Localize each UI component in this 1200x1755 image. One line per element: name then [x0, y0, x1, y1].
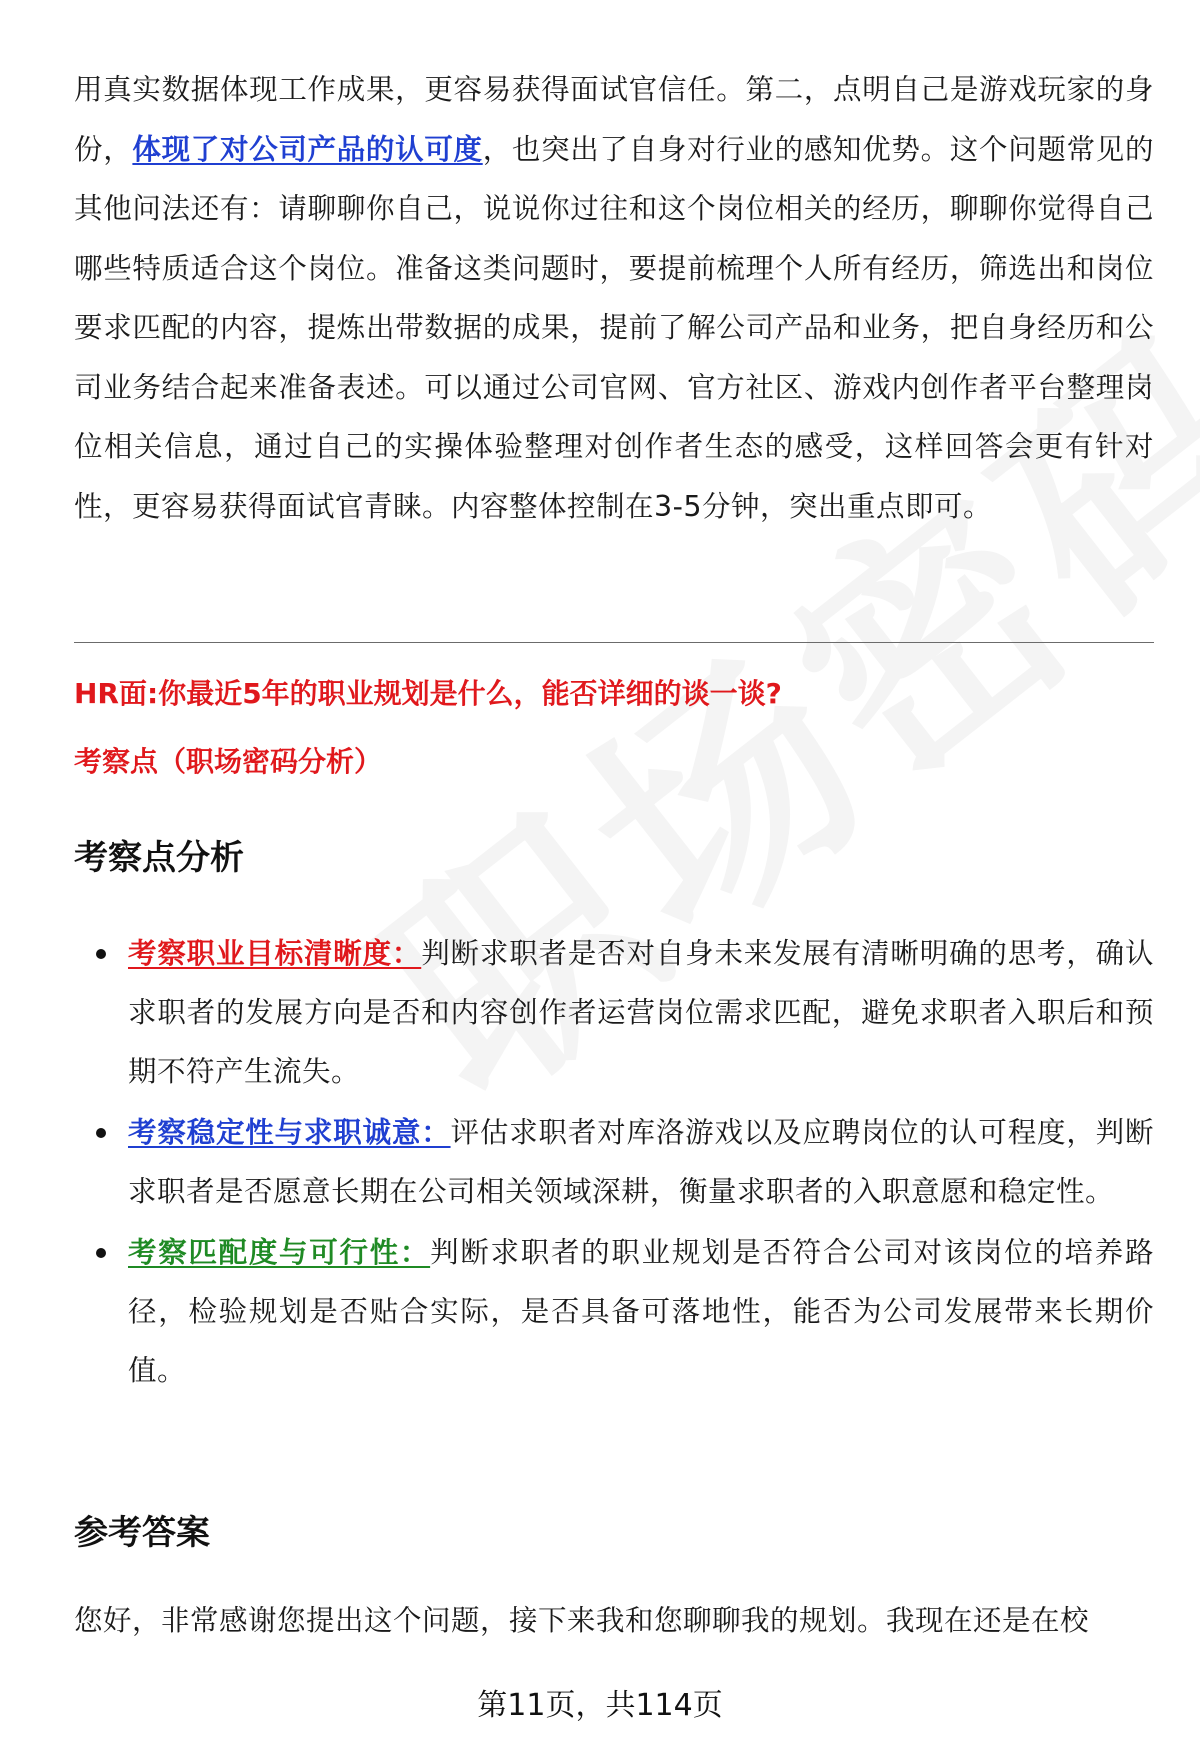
- intro-text-before: 用真实数据体现工作成果，更容易获得面试官信任。第二，点明自己是游戏玩家的身份，: [74, 73, 1154, 166]
- answer-heading: 参考答案: [74, 1513, 210, 1553]
- bullet-keyword: 考察职业目标清晰度：: [128, 937, 422, 970]
- analysis-heading: 考察点分析: [74, 838, 244, 878]
- intro-highlight: 体现了对公司产品的认可度: [132, 132, 483, 166]
- bullet-dot: [96, 1128, 106, 1138]
- question-subtitle: 考察点（职场密码分析）: [74, 745, 383, 778]
- bullet-keyword: 考察匹配度与可行性：: [128, 1236, 431, 1269]
- analysis-item-fit: [74, 1223, 1154, 1400]
- page-number: 第11页，共114页: [477, 1688, 723, 1723]
- bullet-dot: [96, 949, 106, 959]
- analysis-item-stability: [74, 1103, 1154, 1221]
- bullet-text: 评估求职者对库洛游戏以及应聘岗位的认可程度，判断求职者是否愿意长期在公司相关领域深耕，衡量求职者的入职意愿和稳定性。: [128, 1116, 1154, 1208]
- bullet-keyword: 考察稳定性与求职诚意：: [128, 1116, 451, 1149]
- intro-text-after: ，也突出了自身对行业的感知优势。这个问题常见的其他问法还有：请聊聊你自己，说说你过往和这个岗位相关的经历，聊聊你觉得自己哪些特质适合这个岗位。准备这类问题时，要提前梳理个人所有经历，筛选出和岗位要求匹配的内容，提炼出带数据的成果，提前了解公司产品和业务，把自身经历和公司业务结合起来准备表述。可以通过公司官网、官方社区、游戏内创作者平台整理岗位相关信息，通过自己的实操体验整理对创作者生态的感受，这样回答会更有针对性，更容易获得面试官青睐。内容整体控制在3-5分钟，突出重点即可。: [74, 132, 1154, 523]
- bullet-text: 判断求职者是否对自身未来发展有清晰明确的思考，确认求职者的发展方向是否和内容创作者运营岗位需求匹配，避免求职者入职后和预期不符产生流失。: [128, 937, 1154, 1088]
- analysis-item-goal-clarity: [74, 924, 1154, 1101]
- bullet-text: 判断求职者的职业规划是否符合公司对该岗位的培养路径，检验规划是否贴合实际，是否具备可落地性，能否为公司发展带来长期价值。: [128, 1236, 1154, 1387]
- question-title: HR面:你最近5年的职业规划是什么，能否详细的谈一谈?: [74, 677, 782, 710]
- analysis-list: [74, 924, 1154, 1402]
- intro-paragraph: [74, 60, 1154, 536]
- intro-section: [74, 60, 1154, 536]
- section-divider: [74, 642, 1154, 643]
- bullet-dot: [96, 1248, 106, 1258]
- answer-paragraph: 您好，非常感谢您提出这个问题，接下来我和您聊聊我的规划。我现在还是在校: [74, 1604, 1090, 1637]
